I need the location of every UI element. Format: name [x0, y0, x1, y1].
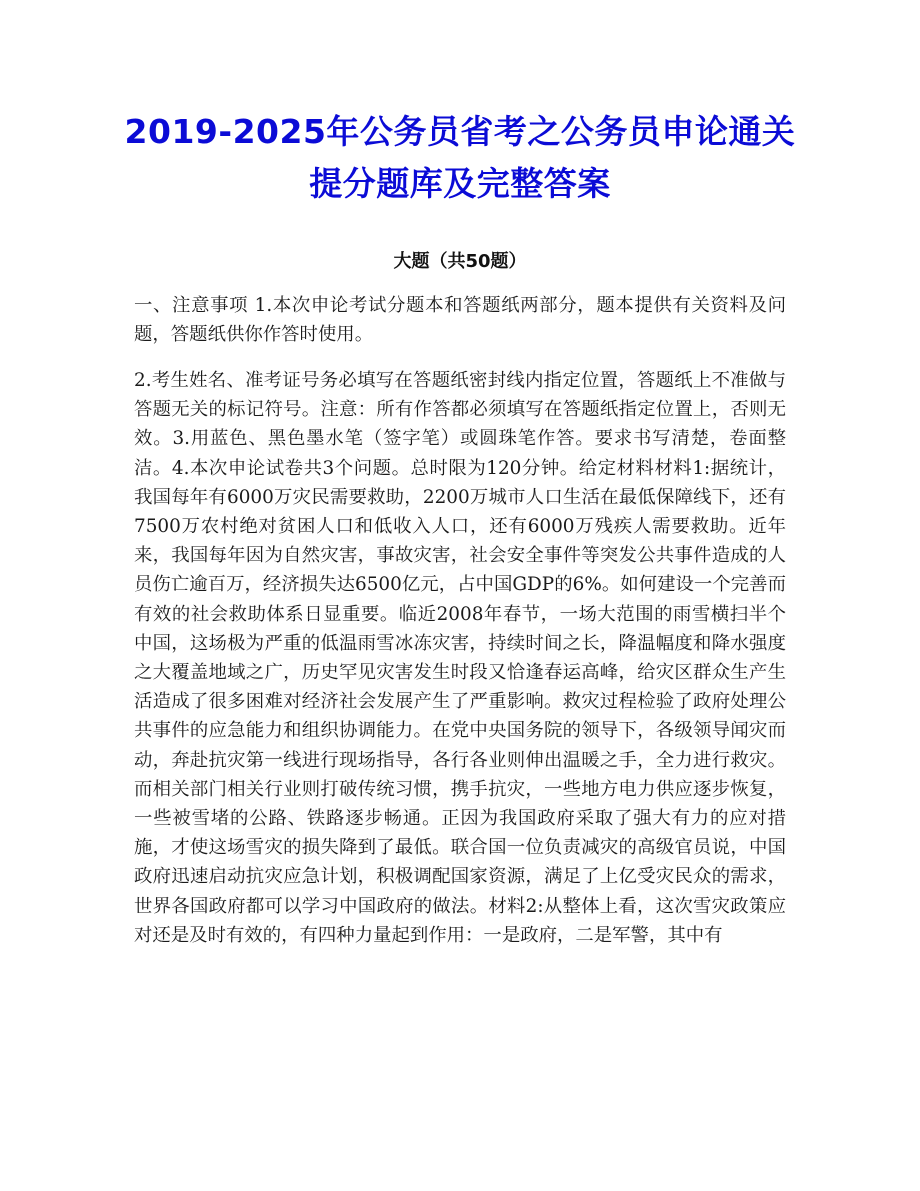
- document-title: 2019-2025年公务员省考之公务员申论通关提分题库及完整答案: [124, 112, 796, 203]
- paragraph-instructions-and-material: 2.考生姓名、准考证号务必填写在答题纸密封线内指定位置，答题纸上不准做与答题无关的标记符号。注意：所有作答都必须填写在答题纸指定位置上，否则无效。3.用蓝色、黑色墨水笔（签字笔）或圆珠笔作答。要求书写清楚，卷面整洁。4.本次申论试卷共3个问题。总时限为120分钟。给定材料材料1:据统计，我国每年有6000万灾民需要救助，2200万城市人口生活在最低保障线下，还有7500万农村绝对贫困人口和低收入人口，还有6000万残疾人需要救助。近年来，我国每年因为自然灾害，事故灾害，社会安全事件等突发公共事件造成的人员伤亡逾百万，经济损失达6500亿元，占中国GDP的6%。如何建设一个完善而有效的社会救助体系日显重要。临近2008年春节，一场大范围的雨雪横扫半个中国，这场极为严重的低温雨雪冰冻灾害，持续时间之长，降温幅度和降水强度之大覆盖地域之广，历史罕见灾害发生时段又恰逢春运高峰，给灾区群众生产生活造成了很多困难对经济社会发展产生了严重影响。救灾过程检验了政府处理公共事件的应急能力和组织协调能力。在党中央国务院的领导下，各级领导闻灾而动，奔赴抗灾第一线进行现场指导，各行各业则伸出温暖之手，全力进行救灾。而相关部门相关行业则打破传统习惯，携手抗灾，一些地方电力供应逐步恢复，一些被雪堵的公路、铁路逐步畅通。正因为我国政府采取了强大有力的应对措施，才使这场雪灾的损失降到了最低。联合国一位负责减灾的高级官员说，中国政府迅速启动抗灾应急计划，积极调配国家资源，满足了上亿受灾民众的需求，世界各国政府都可以学习中国政府的做法。材料2:从整体上看，这次雪灾政策应对还是及时有效的，有四种力量起到作用：一是政府，二是军警，其中有: [134, 370, 786, 946]
- section-heading: 大题（共50题）: [393, 251, 527, 272]
- paragraph-instructions-intro: 一、注意事项 1.本次申论考试分题本和答题纸两部分，题本提供有关资料及问题，答题纸供你作答时使用。: [134, 295, 786, 346]
